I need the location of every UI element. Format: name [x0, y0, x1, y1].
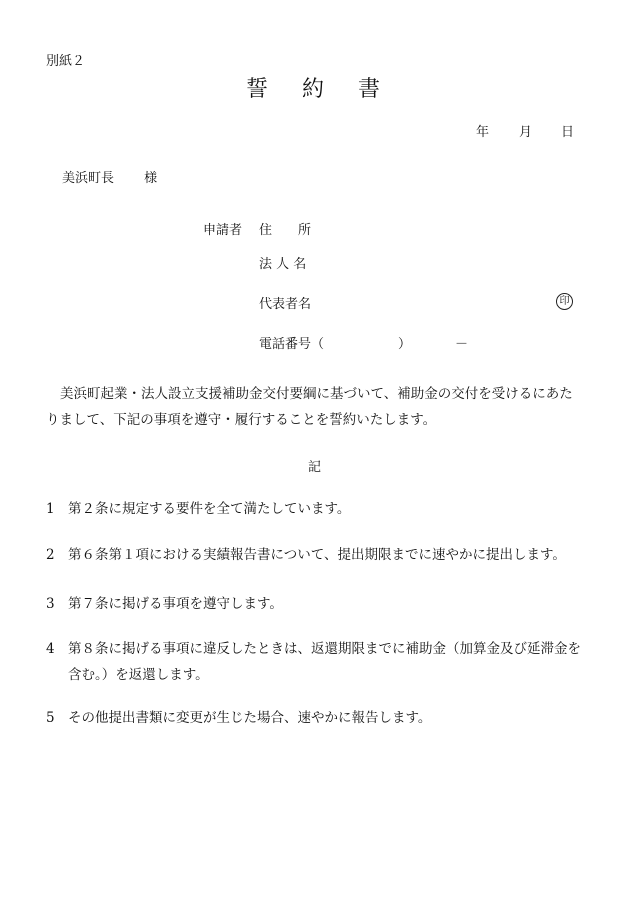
representative-label: 代表者名 [259, 297, 312, 312]
item-text: その他提出書類に変更が生じた場合、速やかに報告します。 [68, 710, 432, 726]
seal-mark: 印 [556, 293, 573, 310]
item-text: 第８条に掲げる事項に違反したときは、返還期限までに補助金（加算金及び延滞金を含む。）を返還します。 [68, 641, 581, 683]
item-text: 第６条第１項における実績報告書について、提出期限までに速やかに提出します。 [68, 547, 566, 563]
item-number: 1 [46, 501, 55, 517]
title-char-3: 書 [358, 77, 381, 102]
attachment-label: 別紙２ [46, 54, 86, 69]
title-char-2: 約 [302, 77, 325, 102]
item-text: 第７条に掲げる事項を遵守します。 [68, 596, 283, 612]
corporate-name-label: 法 人 名 [259, 257, 307, 272]
date-month: 月 [519, 125, 533, 140]
phone-close: ） [398, 337, 412, 352]
item-text: 第２条に規定する要件を全て満たしています。 [68, 501, 351, 517]
date-day: 日 [561, 125, 575, 140]
date-year: 年 [476, 125, 490, 140]
title-char-1: 誓 [246, 77, 269, 102]
ki-heading: 記 [308, 460, 322, 475]
item-number: 4 [46, 641, 55, 657]
body-paragraph: 美浜町起業・法人設立支援補助金交付要綱に基づいて、補助金の交付を受けるにあたりまして、下記の事項を遵守・履行することを誓約いたします。 [46, 386, 573, 428]
item-number: 3 [46, 596, 55, 612]
phone-dash: － [455, 337, 469, 352]
document-title [0, 72, 630, 102]
phone-label: 電話番号（ [259, 337, 325, 352]
item-number: 5 [46, 710, 55, 726]
addressee-honorific: 様 [144, 171, 158, 186]
address-label: 住 所 [259, 223, 312, 238]
item-number: 2 [46, 547, 55, 563]
applicant-label: 申請者 [203, 223, 243, 238]
addressee [62, 167, 157, 186]
addressee-name: 美浜町長 [62, 171, 115, 186]
